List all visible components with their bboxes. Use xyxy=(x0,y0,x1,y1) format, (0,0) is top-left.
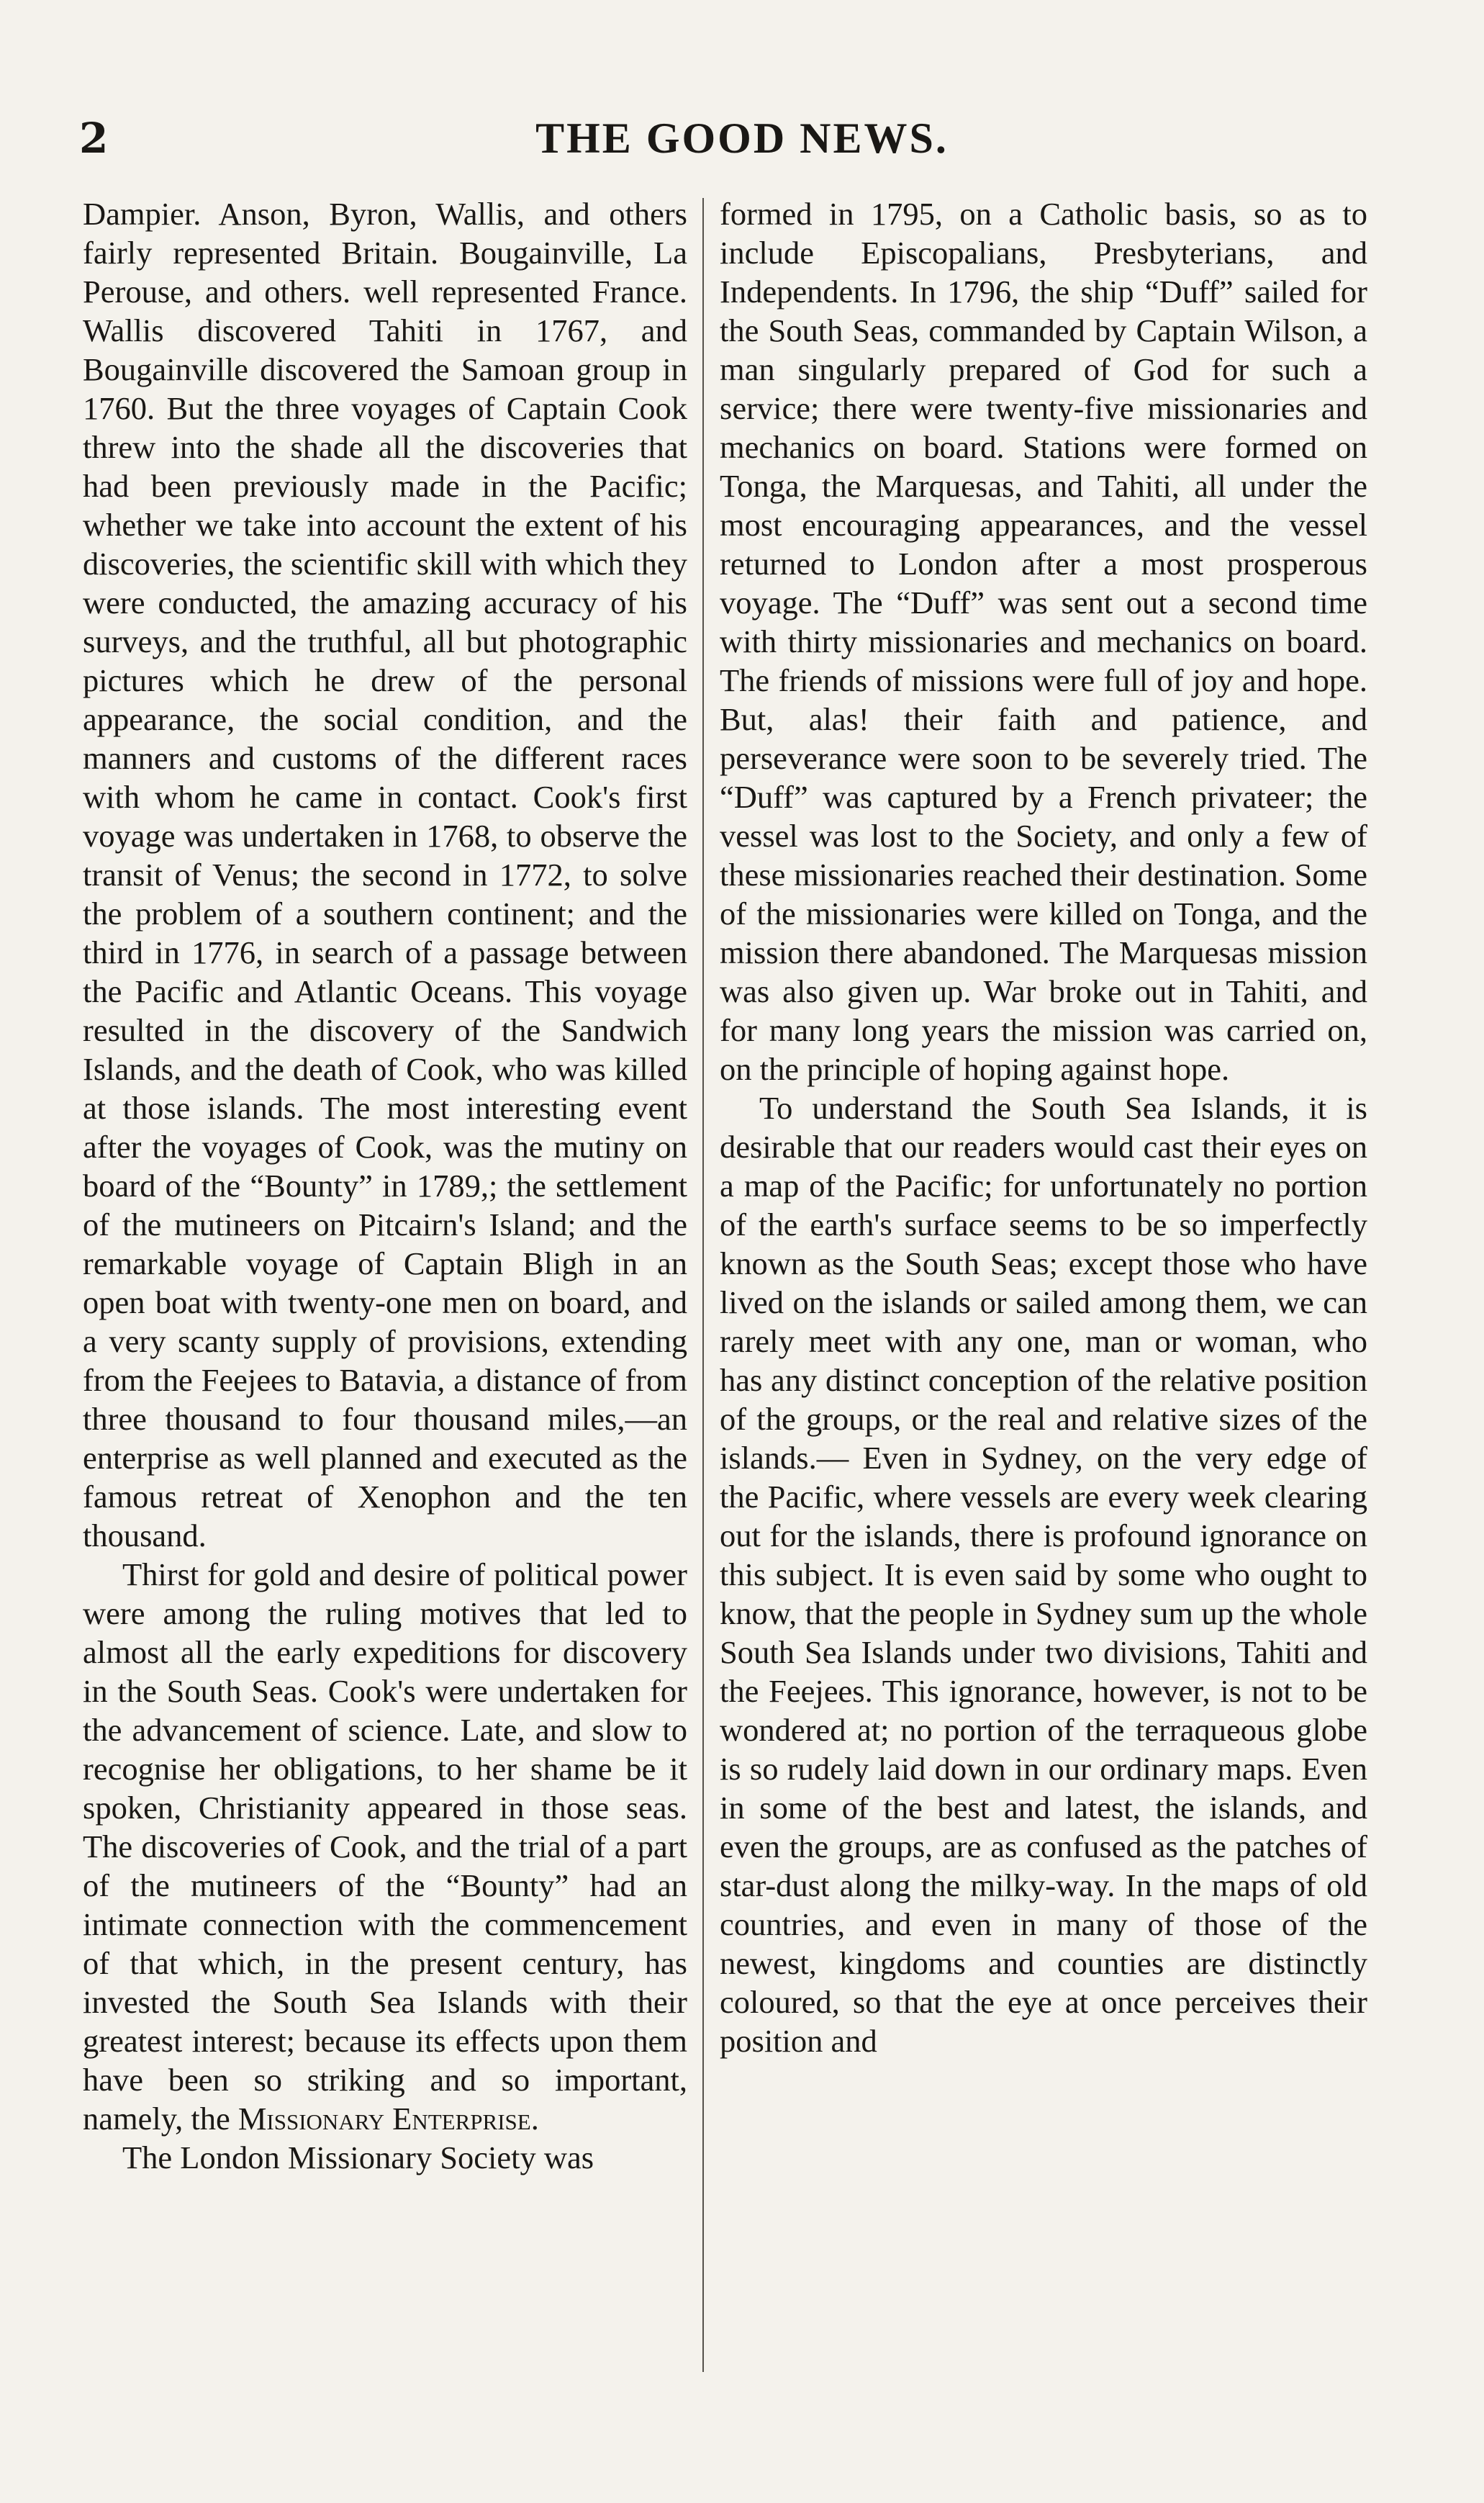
paragraph-text: Thirst for gold and desire of political power were among the ruling motives that led to almost all the early expeditions for discovery in the South Seas. Cook's were undertaken for the advancement of science. Late, and slow to recognise her obligations, to her shame be it spoken, Christianity appeared in those seas. The discoveries of Cook, and the trial of a part of the mutineers of the “Bounty” had an intimate connection with the commencement of that which, in the present century, has invested the South Sea Islands with their greatest interest; because its effects upon them have been so striking and so important, namely, the xyxy=(83,1556,687,2137)
paragraph: formed in 1795, on a Catholic basis, so as to include Episcopalians, Presbyterians, and Independents. In 1796, the ship “Duff” sailed for the South Seas, commanded by Captain Wilson, a man singularly prepared of God for such a service; there were twenty-five missionaries and mechanics on board. Stations were formed on Tonga, the Marquesas, and Tahiti, all under the most encouraging appearances, and the vessel returned to London after a most prosperous voyage. The “Duff” was sent out a second time with thirty missionaries and mechanics on board. The friends of missions were full of joy and hope. But, alas! their faith and patience, and perseverance were soon to be severely tried. The “Duff” was captured by a French privateer; the vessel was lost to the Society, and only a few of these missionaries reached their destination. Some of the missionaries were killed on Tonga, and the mission there abandoned. The Marquesas mission was also given up. War broke out in Tahiti, and for many long years the mission was carried on, on the principle of hoping against hope. xyxy=(720,196,1367,1087)
column-divider xyxy=(702,198,704,2372)
paragraph: To understand the South Sea Islands, it is desirable that our readers would cast their eyes on a map of the Pacific; for unfortunately no portion of the earth's surface seems to be so imperfectly known as the South Seas; except those who have lived on the islands or sailed among them, we can rarely meet with any one, man or woman, who has any distinct conception of the relative position of the groups, or the real and relative sizes of the islands.— Even in Sydney, on the very edge of the Pacific, where vessels are every week clearing out for the islands, there is profound ignorance on this subject. It is even said by some who ought to know, that the people in Sydney sum up the whole South Sea Islands under two divisions, Tahiti and the Feejees. This ignorance, however, is not to be wondered at; no portion of the terraqueous globe is so rudely laid down in our ordinary maps. Even in some of the best and latest, the islands, and even the groups, are as confused as the patches of star-dust along the milky-way. In the maps of old countries, and even in many of those of the newest, kingdoms and counties are distinctly coloured, so that the eye at once perceives their position and xyxy=(720,1090,1367,2059)
page-number: 2 xyxy=(79,114,109,163)
page-header xyxy=(79,108,1405,173)
left-column xyxy=(83,194,687,2390)
publication-title: THE GOOD NEWS. xyxy=(535,114,949,162)
paragraph: The London Missionary Society was xyxy=(122,2139,594,2175)
right-column xyxy=(720,194,1367,2390)
paragraph: Dampier. Anson, Byron, Wallis, and others fairly represented Britain. Bougainville, La Perouse, and others. well represented France. Wallis discovered Tahiti in 1767, and Bougainville discovered the Samoan group in 1760. But the three voyages of Captain Cook threw into the shade all the discoveries that had been previously made in the Pacific; whether we take into account the extent of his discoveries, the scientific skill with which they were conducted, the amazing accuracy of his surveys, and the truthful, all but photographic pictures which he drew of the personal appearance, the social condition, and the manners and customs of the different races with whom he came in contact. Cook's first voyage was undertaken in 1768, to observe the transit of Venus; the second in 1772, to solve the problem of a southern continent; and the third in 1776, in search of a passage between the Pacific and Atlantic Oceans. This voyage resulted in the discovery of the Sandwich Islands, and the death of Cook, who was killed at those islands. The most interesting event after the voyages of Cook, was the mutiny on board of the “Bounty” in 1789,; the settlement of the mutineers on Pitcairn's Island; and the remarkable voyage of Captain Bligh in an open boat with twenty-one men on board, and a very scanty supply of provisions, extending from the Feejees to Batavia, a distance of from three thousand to four thousand miles,—an enterprise as well planned and executed as the famous retreat of Xenophon and the ten thousand. xyxy=(83,196,687,1553)
paragraph xyxy=(83,1555,687,2138)
emphasis-text: Missionary Enterprise. xyxy=(237,2101,539,2137)
